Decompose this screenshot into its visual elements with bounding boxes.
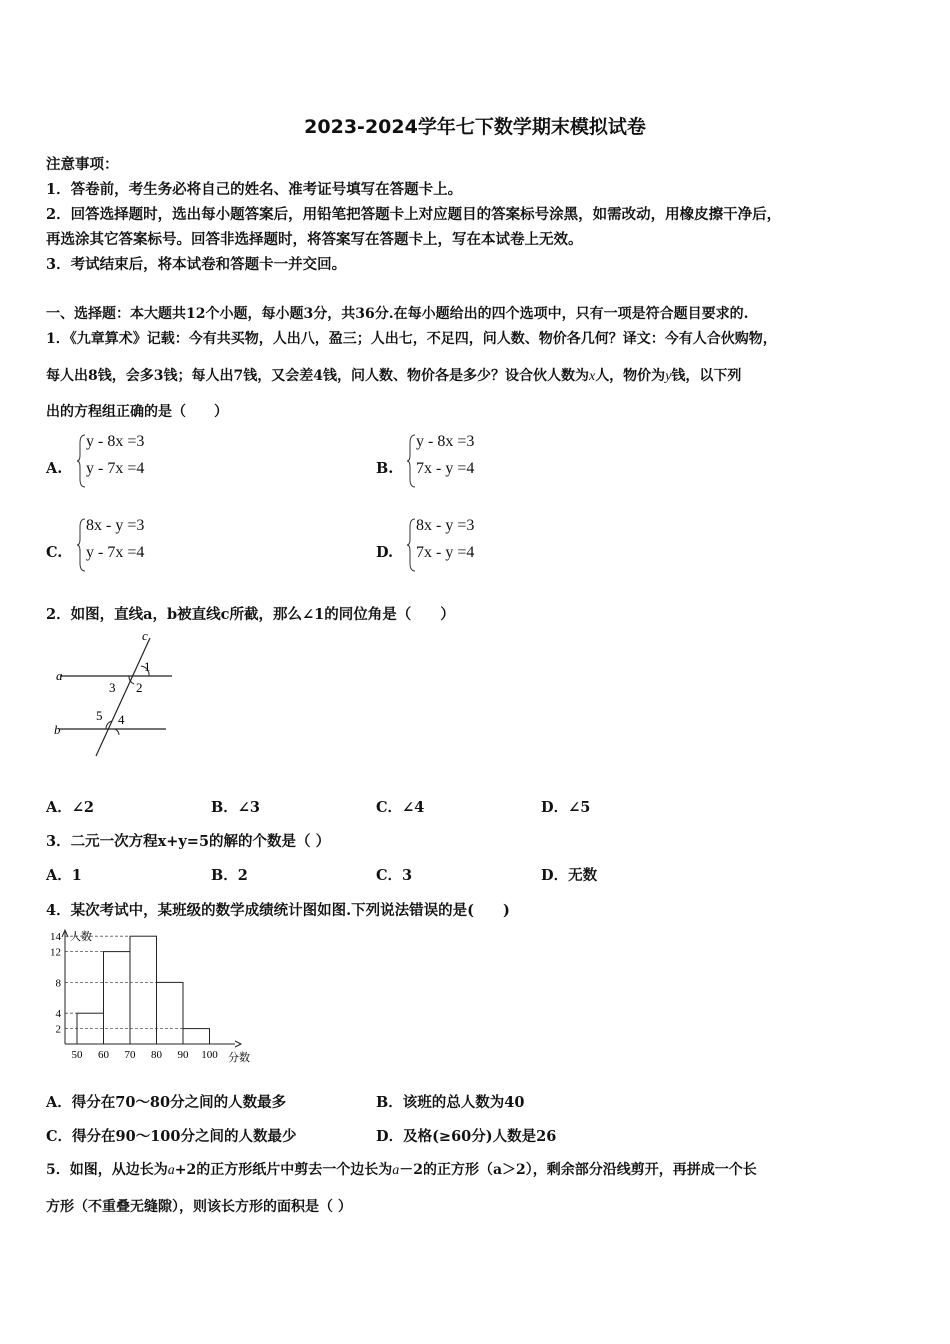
angle-arc [115, 729, 119, 735]
histogram-bar [104, 952, 131, 1044]
q1-line2-text-b: 人，物价为 [595, 368, 666, 384]
y-tick-label: 14 [50, 931, 61, 944]
q1-line1: 1．《九章算术》记载：今有共买物，人出八，盈三；人出七，不足四，问人数、物价各几何？译文：今有人合伙购物， [46, 331, 777, 347]
q1-option-d-system [406, 517, 546, 573]
q1-option-c-system [76, 517, 216, 573]
q1-option-b-label: B. [376, 460, 394, 477]
equation: 8x - y =3 [416, 517, 475, 534]
brace-icon [76, 433, 86, 489]
histogram-bar [130, 936, 157, 1044]
q5-line1 [46, 1159, 757, 1179]
label-a: a [56, 668, 63, 683]
q4-histogram [40, 926, 260, 1066]
angle-label-1: 1 [144, 659, 151, 674]
notice-heading: 注意事项： [46, 156, 119, 173]
brace-icon [76, 517, 86, 573]
y-tick-label: 4 [55, 1008, 61, 1021]
q1-option-a-system [76, 433, 216, 489]
q2-option-b: B．∠3 [211, 799, 260, 816]
q5-text-b: +2的正方形纸片中剪去一个边长为 [174, 1162, 393, 1178]
q1-line2-text-c: 钱，以下列 [671, 368, 742, 384]
q4-text: 4．某次考试中，某班级的数学成绩统计图如图.下列说法错误的是( ) [46, 902, 510, 919]
q2-option-c: C．∠4 [376, 799, 425, 816]
q3-text: 3．二元一次方程x+y=5的解的个数是（ ） [46, 833, 331, 850]
notice-item: 2．回答选择题时，选出每小题答案后，用铅笔把答题卡上对应题目的答案标号涂黑，如需改动，用橡皮擦干净后， [46, 206, 782, 223]
q1-line2 [46, 365, 741, 385]
q2-figure [50, 628, 180, 760]
q5-text-c: －2的正方形（a＞2），剩余部分沿线剪开，再拼成一个长 [399, 1162, 757, 1178]
q4-option-c: C．得分在90～100分之间的人数最少 [46, 1128, 297, 1145]
q4-option-d: D．及格(≥60分)人数是26 [376, 1128, 557, 1145]
brace-icon [406, 433, 416, 489]
q5-line2: 方形（不重叠无缝隙），则该长方形的面积是（ ） [46, 1199, 352, 1215]
x-axis-label: 分数 [228, 1052, 250, 1064]
notice-item: 1．答卷前，考生务必将自己的姓名、准考证号填写在答题卡上。 [46, 181, 463, 198]
angle-label-2: 2 [136, 680, 143, 695]
q3-option-d: D．无数 [541, 867, 598, 884]
q1-line2-text-a: 每人出8钱，会多3钱；每人出7钱，又会差4钱，问人数、物价各是多少？设合伙人数为 [46, 368, 589, 384]
q1-option-b-system [406, 433, 546, 489]
histogram-bar [157, 982, 184, 1044]
q1-option-c-label: C. [46, 544, 63, 561]
x-tick-label: 70 [124, 1049, 136, 1061]
line-c [96, 638, 150, 756]
q3-option-c: C．3 [376, 867, 413, 884]
y-tick-label: 8 [55, 977, 61, 990]
q4-option-b: B．该班的总人数为40 [376, 1094, 525, 1111]
x-tick-label: 60 [98, 1049, 109, 1061]
equation: 7x - y =4 [416, 460, 475, 477]
label-c: c [142, 628, 148, 643]
x-tick-label: 90 [177, 1049, 189, 1061]
q1-option-d-label: D. [376, 544, 394, 561]
x-tick-label: 50 [71, 1049, 83, 1061]
var-a: a [392, 1163, 400, 1178]
q4-option-a: A．得分在70～80分之间的人数最多 [46, 1094, 287, 1111]
angle-label-3: 3 [109, 680, 116, 695]
angle-label-4: 4 [118, 712, 125, 727]
section-heading: 一、选择题：本大题共12个小题，每小题3分，共36分.在每小题给出的四个选项中，只有一项是符合题目要求的. [46, 306, 749, 322]
q1-option-a-label: A. [46, 460, 63, 477]
q5-text-a: 5．如图，从边长为 [46, 1162, 168, 1178]
y-tick-label: 12 [50, 946, 61, 959]
var-a: a [167, 1163, 175, 1178]
equation: 7x - y =4 [416, 544, 475, 561]
q2-option-d: D．∠5 [541, 799, 591, 816]
histogram-bar [183, 1029, 210, 1044]
angle-label-5: 5 [96, 708, 103, 723]
x-axis-arrow-icon [235, 1041, 241, 1047]
label-b: b [54, 722, 61, 737]
var-y: y [665, 369, 672, 384]
x-tick-label: 100 [201, 1049, 218, 1061]
y-tick-label: 2 [55, 1023, 61, 1036]
q1-line3: 出的方程组正确的是（ ） [46, 404, 228, 420]
q3-option-b: B．2 [211, 867, 248, 884]
notice-item: 3．考试结束后，将本试卷和答题卡一并交回。 [46, 256, 347, 273]
q2-option-a: A．∠2 [46, 799, 94, 816]
q3-option-a: A．1 [46, 867, 82, 884]
equation: y - 7x =4 [86, 460, 145, 477]
equation: y - 8x =3 [86, 433, 145, 450]
equation: 8x - y =3 [86, 517, 145, 534]
page-title: 2023-2024学年七下数学期末模拟试卷 [304, 116, 646, 138]
notice-item: 再选涂其它答案标号。回答非选择题时，将答案写在答题卡上，写在本试卷上无效。 [46, 231, 583, 248]
q2-text: 2．如图，直线a，b被直线c所截，那么∠1的同位角是（ ） [46, 606, 455, 623]
equation: y - 8x =3 [416, 433, 475, 450]
brace-icon [406, 517, 416, 573]
equation: y - 7x =4 [86, 544, 145, 561]
y-axis-label: 人数 [70, 931, 92, 943]
var-x: x [588, 369, 596, 384]
x-tick-label: 80 [151, 1049, 162, 1061]
